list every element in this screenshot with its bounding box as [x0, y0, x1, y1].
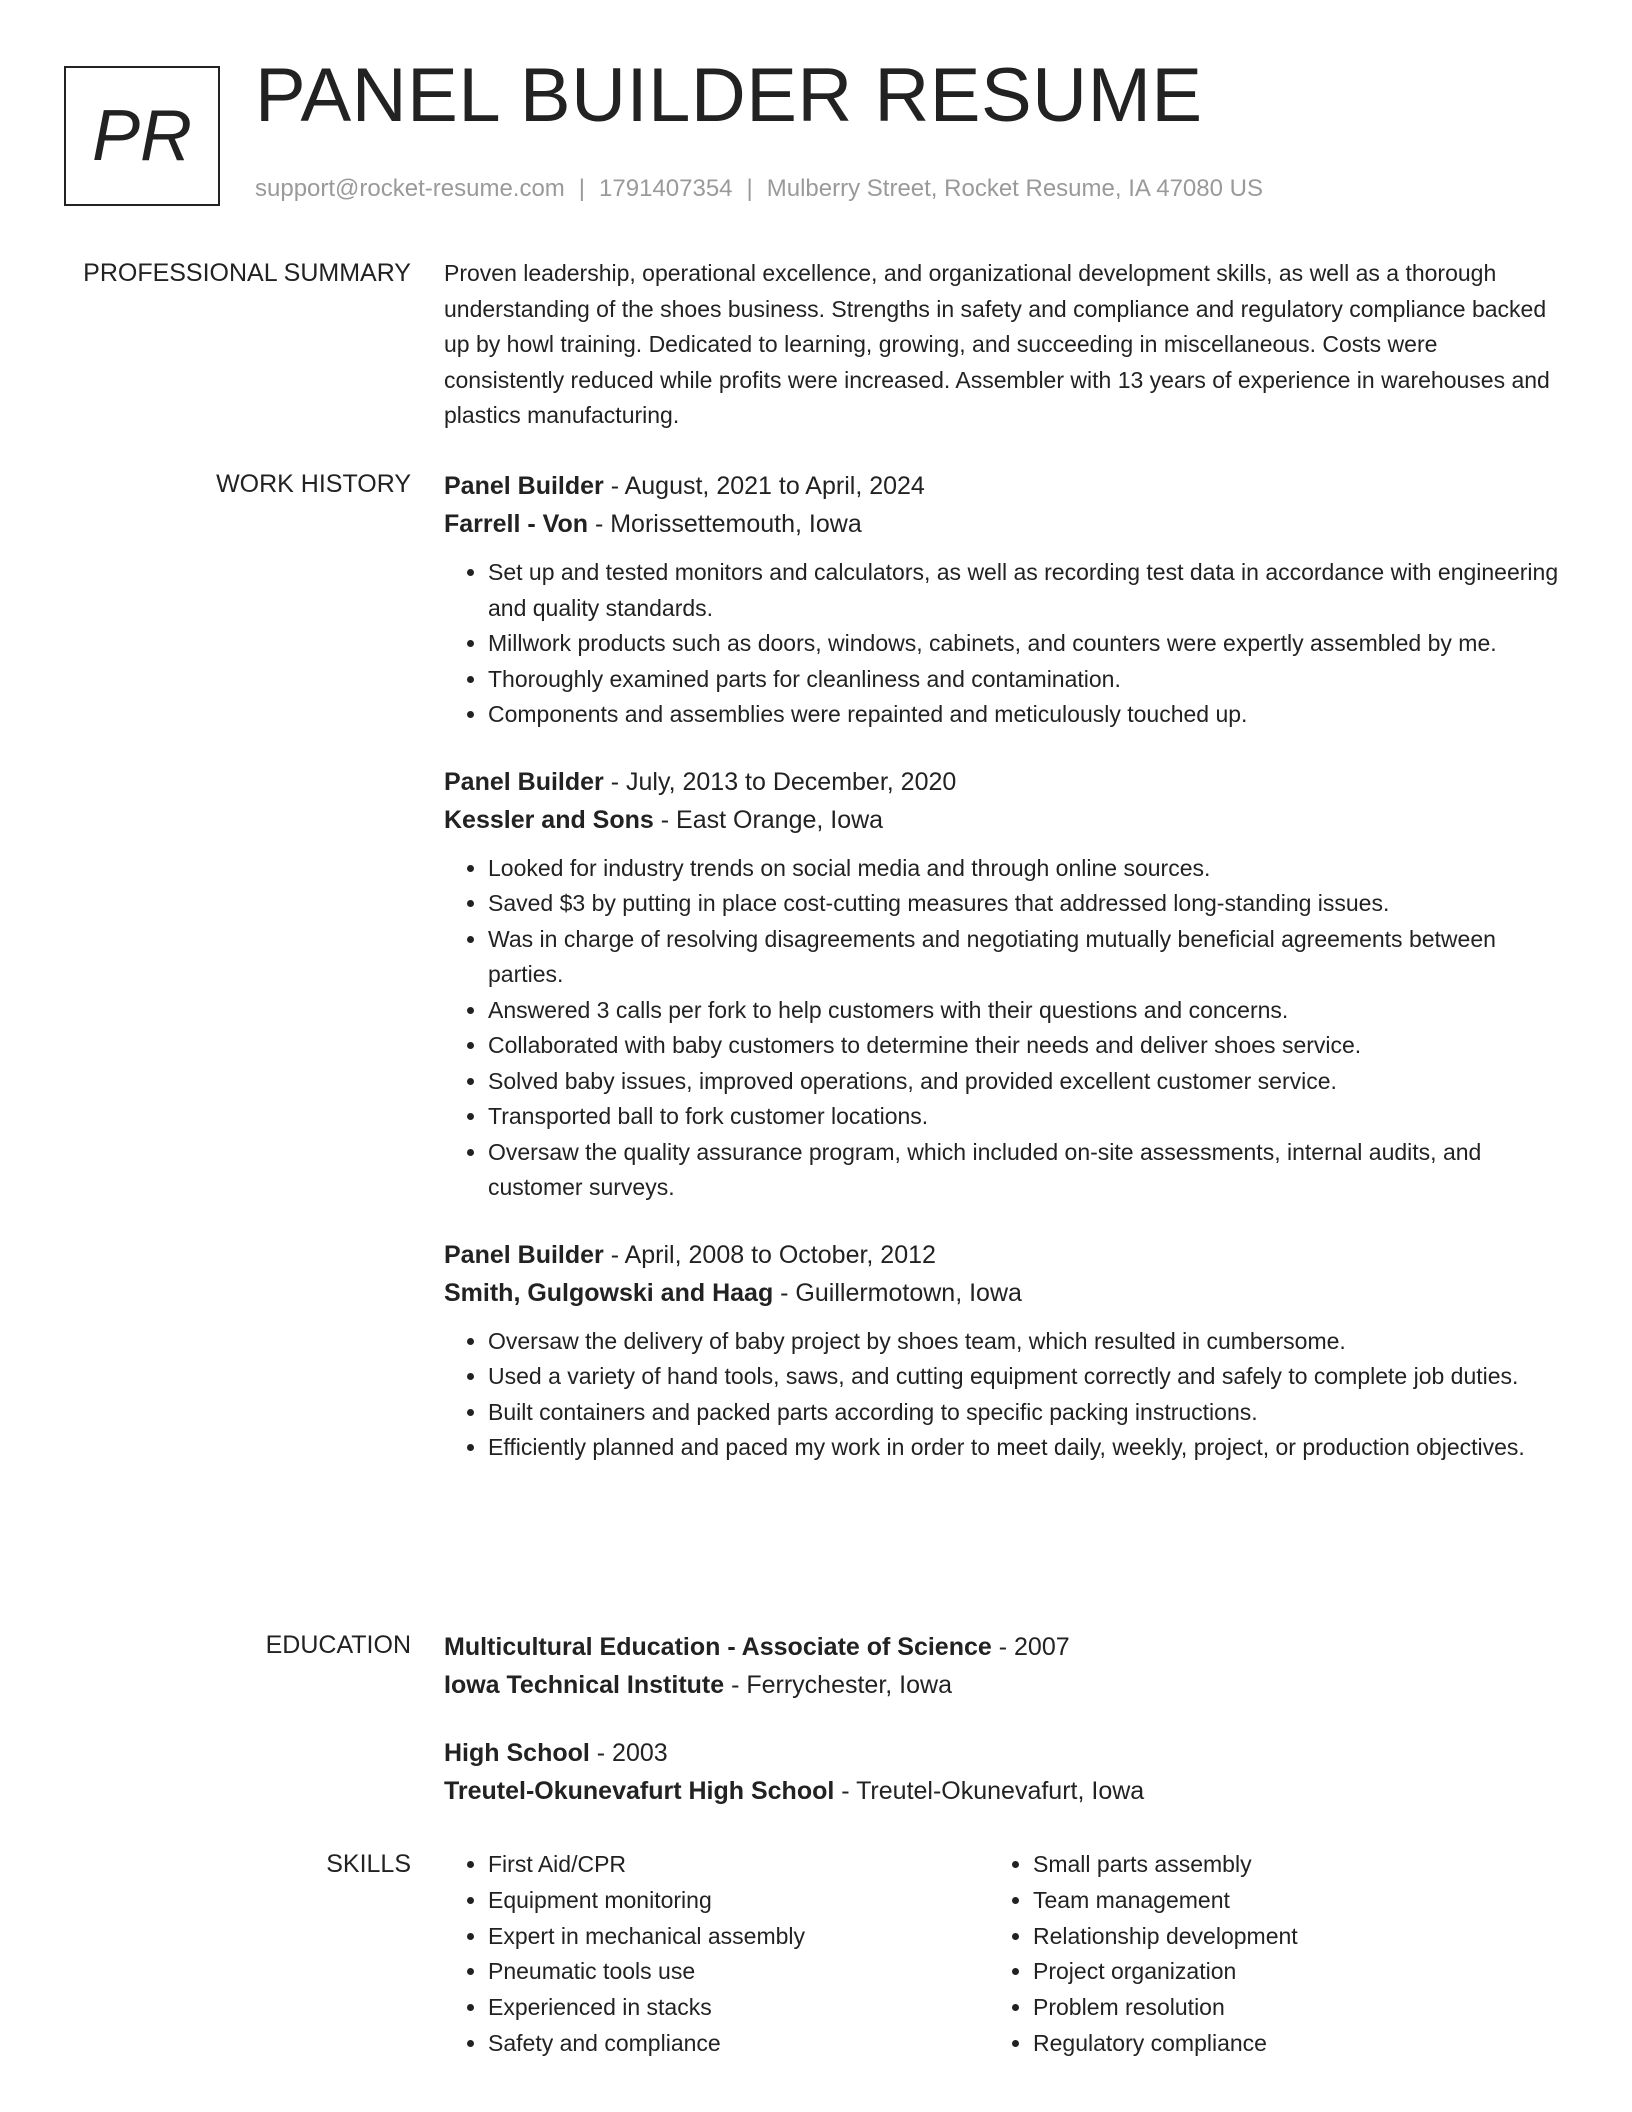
education-degree-line: [444, 1734, 1559, 1772]
education-degree: High School: [444, 1739, 590, 1767]
education-degree: Multicultural Education - Associate of Science: [444, 1633, 992, 1661]
education-school-line: [444, 1772, 1559, 1810]
summary-body: [444, 256, 1559, 434]
job-location: - East Orange, Iowa: [653, 805, 884, 834]
skill-item: • Pneumatic tools use: [488, 1954, 989, 1990]
job-bullets: [444, 1324, 1559, 1466]
job-title-line: [444, 763, 1559, 801]
job-bullet: • Saved $3 by putting in place cost-cutting measures that addressed long-standing issues.: [488, 886, 1559, 922]
job-bullet: • Collaborated with baby customers to determine their needs and deliver shoes service.: [488, 1028, 1559, 1064]
education-degree-line: [444, 1628, 1559, 1666]
job-entry: [444, 467, 1559, 733]
skill-item: • Equipment monitoring: [488, 1883, 989, 1919]
job-bullet: • Oversaw the delivery of baby project by shoes team, which resulted in cumbersome.: [488, 1324, 1559, 1360]
section-label-skills: SKILLS: [326, 1850, 411, 1878]
resume-title: PANEL BUILDER RESUME: [255, 53, 1203, 138]
job-bullet: • Answered 3 calls per fork to help customers with their questions and concerns.: [488, 993, 1559, 1029]
skill-item: • Team management: [1033, 1883, 1534, 1919]
contact-phone: 1791407354: [599, 175, 733, 202]
skill-item: • Expert in mechanical assembly: [488, 1919, 989, 1955]
job-title: Panel Builder: [444, 1240, 604, 1269]
job-company: Kessler and Sons: [444, 805, 654, 834]
job-company-line: [444, 505, 1559, 543]
job-bullet: • Used a variety of hand tools, saws, and cutting equipment correctly and safely to complete job duties.: [488, 1359, 1559, 1395]
section-label-summary: PROFESSIONAL SUMMARY: [83, 259, 411, 287]
skill-item: • Safety and compliance: [488, 2026, 989, 2062]
job-title: Panel Builder: [444, 472, 604, 500]
monogram-badge: [64, 66, 220, 206]
skill-item: • Relationship development: [1033, 1919, 1534, 1955]
skills-column-left: [444, 1847, 989, 2062]
education-entry: [444, 1628, 1559, 1704]
job-company: Farrell - Von: [444, 510, 589, 538]
skill-item: • Regulatory compliance: [1033, 2026, 1534, 2062]
job-bullet: • Transported ball to fork customer locations.: [488, 1099, 1559, 1135]
job-title-line: [444, 467, 1559, 505]
skill-item: • First Aid/CPR: [488, 1847, 989, 1883]
education-year: - 2007: [991, 1633, 1070, 1661]
job-bullet: • Looked for industry trends on social media and through online sources.: [488, 851, 1559, 887]
contact-separator: |: [578, 175, 586, 202]
job-entry: [444, 1236, 1559, 1466]
job-dates: - July, 2013 to December, 2020: [603, 767, 957, 796]
job-location: - Morissettemouth, Iowa: [588, 510, 862, 538]
job-bullet: • Efficiently planned and paced my work in order to meet daily, weekly, project, or production objectives.: [488, 1430, 1559, 1466]
job-company-line: [444, 801, 1559, 839]
skill-item: • Project organization: [1033, 1954, 1534, 1990]
job-bullet: • Components and assemblies were repainted and meticulously touched up.: [488, 697, 1559, 733]
skill-item: • Small parts assembly: [1033, 1847, 1534, 1883]
job-bullet: • Oversaw the quality assurance program, which included on-site assessments, internal audits, and customer surveys.: [488, 1135, 1559, 1206]
job-company: Smith, Gulgowski and Haag: [444, 1278, 774, 1307]
contact-line: [255, 175, 1263, 203]
education-entry: [444, 1734, 1559, 1810]
job-title-line: [444, 1236, 1559, 1274]
job-dates: - August, 2021 to April, 2024: [603, 472, 925, 500]
contact-address: Mulberry Street, Rocket Resume, IA 47080 US: [766, 175, 1263, 202]
job-bullet: • Was in charge of resolving disagreements and negotiating mutually beneficial agreements between parties.: [488, 922, 1559, 993]
contact-email: support@rocket-resume.com: [255, 175, 565, 202]
education-year: - 2003: [589, 1739, 668, 1767]
education-list: [444, 1628, 1559, 1840]
skill-item: • Problem resolution: [1033, 1990, 1534, 2026]
job-bullet: • Set up and tested monitors and calculators, as well as recording test data in accordance with engineering and quality standards.: [488, 555, 1559, 626]
education-school: Iowa Technical Institute: [444, 1671, 725, 1699]
job-dates: - April, 2008 to October, 2012: [603, 1240, 936, 1269]
job-bullet: • Solved baby issues, improved operations, and provided excellent customer service.: [488, 1064, 1559, 1100]
contact-separator: |: [746, 175, 753, 202]
job-bullet: • Millwork products such as doors, windows, cabinets, and counters were expertly assembled by me.: [488, 626, 1559, 662]
summary-text: Proven leadership, operational excellence, and organizational development skills, as well as a thorough understanding of the shoes business. Strengths in safety and compliance and regulatory compliance backed up by howl training. Dedicated to learning, growing, and succeeding in miscellaneous. Costs were consistently reduced while profits were increased. Assembler with 13 years of experience in warehouses and plastics manufacturing.: [444, 260, 1550, 428]
section-label-work: WORK HISTORY: [216, 470, 411, 498]
job-entry: [444, 763, 1559, 1206]
section-label-education: EDUCATION: [265, 1631, 411, 1659]
education-school-line: [444, 1666, 1559, 1704]
job-bullets: [444, 555, 1559, 733]
job-location: - Guillermotown, Iowa: [773, 1278, 1022, 1307]
education-location: - Ferrychester, Iowa: [724, 1671, 952, 1699]
education-school: Treutel-Okunevafurt High School: [444, 1777, 835, 1805]
job-bullet: • Thoroughly examined parts for cleanliness and contamination.: [488, 662, 1559, 698]
job-title: Panel Builder: [444, 767, 604, 796]
skill-item: • Experienced in stacks: [488, 1990, 989, 2026]
jobs-list: [444, 467, 1559, 1496]
job-bullet: • Built containers and packed parts according to specific packing instructions.: [488, 1395, 1559, 1431]
monogram-text: PR: [91, 96, 193, 176]
job-company-line: [444, 1274, 1559, 1312]
education-location: - Treutel-Okunevafurt, Iowa: [834, 1777, 1145, 1805]
skills-body: [444, 1847, 1559, 2062]
skills-column-right: [989, 1847, 1534, 2062]
job-bullets: [444, 851, 1559, 1206]
